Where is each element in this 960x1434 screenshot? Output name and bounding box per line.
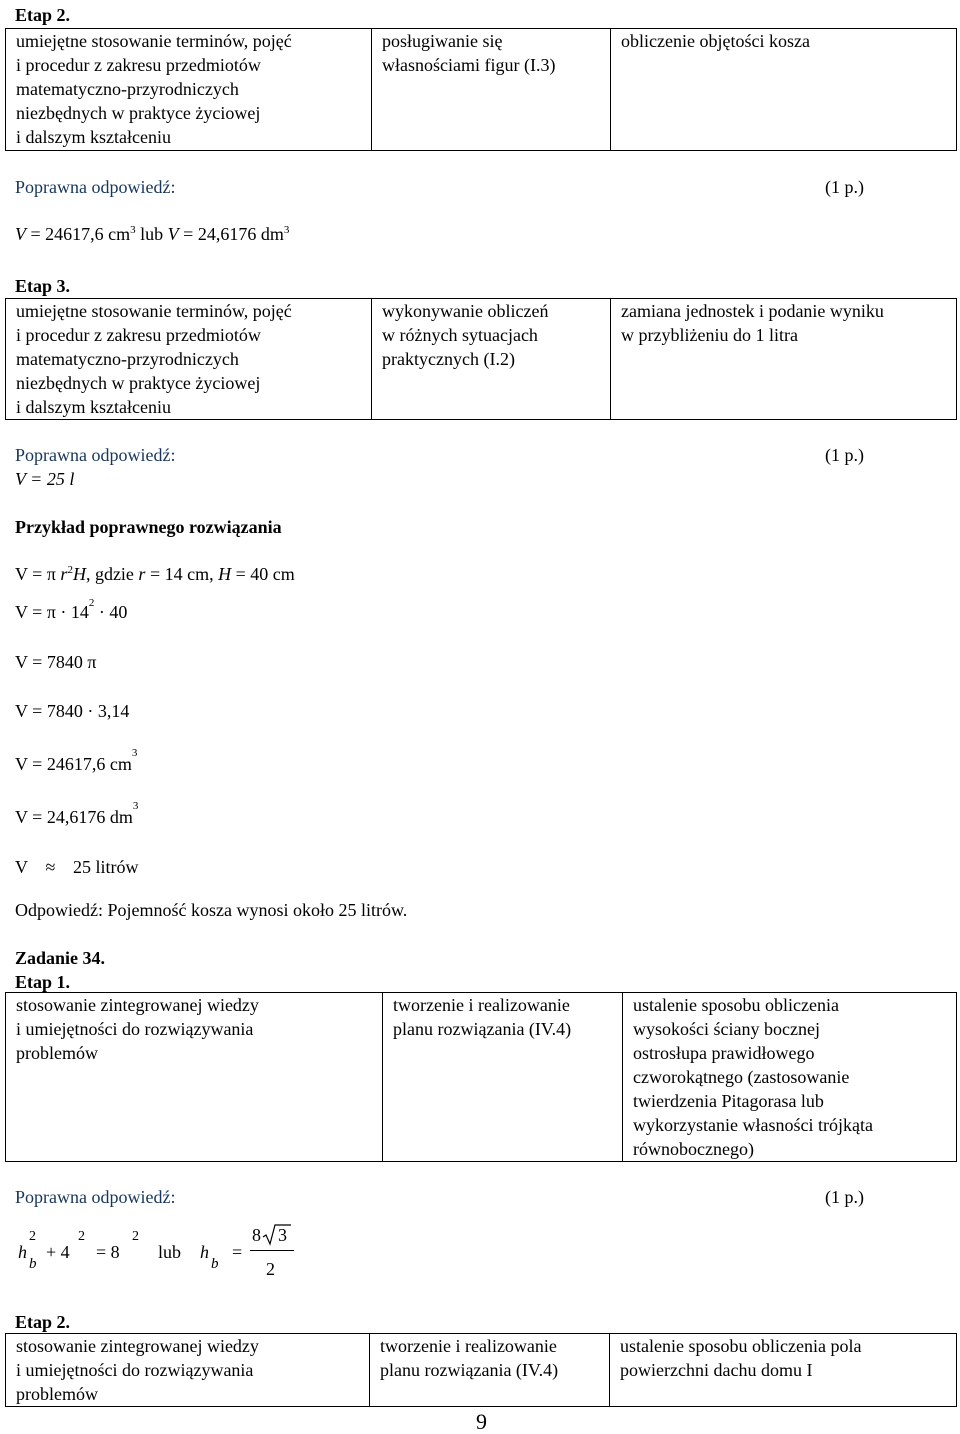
example-line-4: V = 7840 · 3,14 [15,701,130,721]
example-line-3: V = 7840 π [15,652,97,672]
task34-etap2-criteria-table [5,1333,957,1407]
criteria-cell-specific: tworzenie i realizowanie planu rozwiązania (IV.4) [370,1334,610,1407]
criteria-cell-general: stosowanie zintegrowanej wiedzy i umiejętności do rozwiązywania problemów [6,1334,370,1407]
section2-criteria-table [5,298,957,420]
task34-formula: h 2 b + 4 2 = 8 2 lub h b = 8 3 2 [0,1215,400,1295]
section1-criteria-table [5,28,957,151]
criteria-cell-general: umiejętne stosowanie terminów, pojęć i procedur z zakresu przedmiotów matematyczno-przyrodniczych niezbędnych w praktyce życiowej i dalszym kształceniu [6,299,372,420]
example-line-1: V = π $r^2H$, gdzie r = 14 cm, H = 40 cm [15,564,295,584]
criteria-cell-task: obliczenie objętości kosza [611,29,957,151]
task34-etap1: Etap 1. [15,972,71,992]
criteria-cell-specific: posługiwanie się własnościami figur (I.3) [372,29,611,151]
section1-answer-label: Poprawna odpowiedź: [15,177,176,197]
section1-etap: Etap 2. [15,5,71,25]
criteria-cell-task: ustalenie sposobu obliczenia wysokości ściany bocznej ostrosłupa prawidłowego czworokątnego (zastosowanie twierdzenia Pitagorasa lub wykorzystanie własności trójkąta równobocznego) [623,993,957,1162]
criteria-cell-general: umiejętne stosowanie terminów, pojęć i procedur z zakresu przedmiotów matematyczno-przyrodniczych niezbędnych w praktyce życiowej i dalszym kształceniu [6,29,372,151]
task34-answer-label: Poprawna odpowiedź: [15,1187,176,1207]
example-line-7: V ≈ 25 litrów [15,857,139,877]
example-line-2: $V = \pi \cdot 14^2 \cdot 40$ [15,597,128,622]
criteria-cell-task: zamiana jednostek i podanie wyniku w przybliżeniu do 1 litra [611,299,957,420]
task34-etap1-criteria-table [5,992,957,1162]
task34-points: (1 p.) [825,1187,864,1207]
task34-etap2: Etap 2. [15,1312,71,1332]
fraction-bar [250,1250,294,1251]
section2-answer-label: Poprawna odpowiedź: [15,445,176,465]
criteria-cell-specific: tworzenie i realizowanie planu rozwiązania (IV.4) [383,993,623,1162]
page-number: 9 [476,1409,487,1434]
criteria-cell-task: ustalenie sposobu obliczenia pola powierzchni dachu domu I [610,1334,957,1407]
example-answer: Odpowiedź: Pojemność kosza wynosi około 25 litrów. [15,900,408,920]
section2-etap: Etap 3. [15,276,71,296]
example-line-6: V = 24,6176 $dm^3$ [15,800,139,827]
criteria-cell-general: stosowanie zintegrowanej wiedzy i umiejętności do rozwiązywania problemów [6,993,383,1162]
section2-answer: V = 25 l [15,469,75,489]
section1-points: (1 p.) [825,177,864,197]
sqrt-icon [262,1223,292,1247]
section2-points: (1 p.) [825,445,864,465]
criteria-cell-specific: wykonywanie obliczeń w różnych sytuacjach praktycznych (I.2) [372,299,611,420]
example-line-5: V = 24617,6 $cm^3$ [15,747,138,774]
example-title: Przykład poprawnego rozwiązania [15,517,282,537]
section1-answer: V = 24617,6 $cm^3$ lub V = 24,6176 $dm^3$ [15,224,290,244]
task34-title: Zadanie 34. [15,948,106,968]
